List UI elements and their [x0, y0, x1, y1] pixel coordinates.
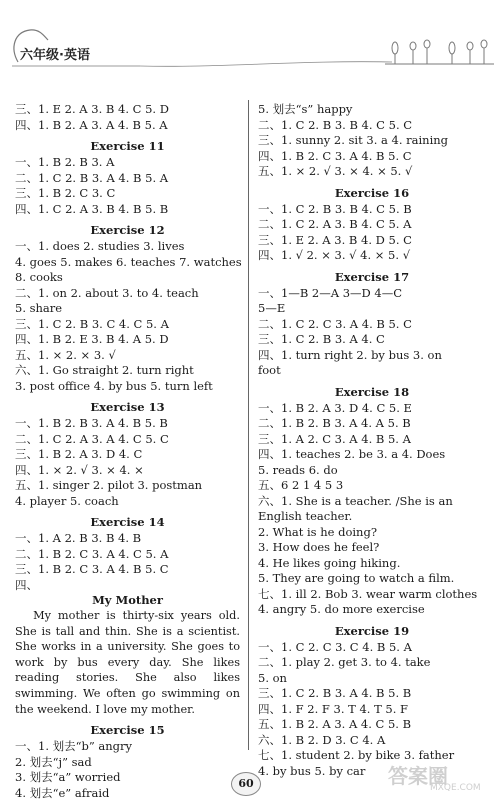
- answer-line: 三、1. E 2. A 3. B 4. D 5. C: [258, 232, 412, 247]
- exercise-heading: Exercise 18: [334, 384, 410, 399]
- answer-line: 一、1. B 2. B 3. A: [15, 155, 115, 169]
- exercise-heading: Exercise 17: [334, 269, 410, 284]
- answer-line: 四、1. √ 2. × 3. √ 4. × 5. √: [258, 248, 411, 262]
- answer-line: 二、1. on 2. about 3. to 4. teach: [15, 285, 199, 300]
- answer-line: 4. player 5. coach: [15, 493, 119, 508]
- answer-line: 5. on: [258, 670, 287, 685]
- answer-line: 三、1. C 2. B 3. C 4. C 5. A: [15, 316, 169, 331]
- column-divider: [248, 100, 249, 750]
- watermark-url: MXQE.COM: [430, 783, 481, 793]
- answer-line: 3. post office 4. by bus 5. turn left: [15, 378, 213, 393]
- answer-line: 四、1. teaches 2. be 3. a 4. Does: [258, 447, 446, 461]
- answer-line: 四、1. B 2. A 3. A 4. B 5. A: [15, 117, 168, 132]
- answer-line: 2. 划去“j” sad: [15, 754, 92, 769]
- answer-line: 四、1. C 2. A 3. B 4. B 5. B: [15, 201, 169, 216]
- answer-line: 二、1. C 2. C 3. A 4. B 5. C: [258, 316, 412, 331]
- page-header: [0, 0, 498, 80]
- answer-line: 五、1. B 2. A 3. A 4. C 5. B: [258, 717, 412, 731]
- answer-line: 五、1. × 2. × 3. √: [15, 347, 116, 362]
- exercise-heading: Exercise 11: [90, 139, 165, 153]
- answer-line: 六、1. She is a teacher. /She is an: [258, 493, 453, 508]
- answer-line: 4. He likes going hiking.: [258, 555, 401, 570]
- exercise-heading: Exercise 16: [334, 185, 410, 200]
- answer-line: 3. How does he feel?: [258, 540, 380, 554]
- answer-line: 一、1. does 2. studies 3. lives: [15, 239, 185, 253]
- answer-line: 七、1. student 2. by bike 3. father: [258, 748, 455, 762]
- answer-line: 三、1. B 2. C 3. C: [15, 186, 116, 200]
- answer-line: 二、1. B 2. C 3. A 4. C 5. A: [15, 546, 169, 561]
- exercise-heading: Exercise 14: [90, 515, 165, 529]
- answer-line: 六、1. Go straight 2. turn right: [15, 363, 194, 377]
- answer-line: 一、1. B 2. B 3. A 4. B 5. B: [15, 416, 168, 430]
- header-title: 六年级·英语: [20, 48, 90, 63]
- passage-title: My Mother: [92, 593, 163, 607]
- answer-line: 5. reads 6. do: [258, 462, 338, 477]
- answer-line: 二、1. play 2. get 3. to 4. take: [258, 655, 431, 669]
- answer-line: 四、1. B 2. E 3. B 4. A 5. D: [15, 332, 169, 346]
- answer-line: 4. goes 5. makes 6. teaches 7. watches: [15, 254, 242, 269]
- answer-line: 五、1. singer 2. pilot 3. postman: [15, 478, 203, 492]
- exercise-heading: Exercise 19: [334, 623, 410, 638]
- right-column: [258, 102, 486, 779]
- answer-line: 四、1. turn right 2. by bus 3. on: [258, 347, 442, 362]
- answer-line: 4. 划去“e” afraid: [15, 785, 110, 800]
- answer-line: 三、1. B 2. C 3. A 4. B 5. C: [15, 562, 169, 576]
- answer-line: 一、1—B 2—A 3—D 4—C: [258, 285, 403, 300]
- answer-line: 4. angry 5. do more exercise: [258, 602, 425, 616]
- answer-line: 一、1. A 2. B 3. B 4. B: [15, 531, 142, 545]
- answer-line: 一、1. B 2. A 3. D 4. C 5. E: [258, 400, 412, 415]
- answer-line: 4. by bus 5. by car: [258, 763, 366, 778]
- answer-line: 三、1. sunny 2. sit 3. a 4. raining: [258, 133, 449, 147]
- answer-line: 三、1. A 2. C 3. A 4. B 5. A: [258, 431, 411, 446]
- answer-line: 六、1. B 2. D 3. C 4. A: [258, 732, 386, 747]
- answer-line: 5. They are going to watch a film.: [258, 571, 455, 585]
- header-decoration-icon: [0, 0, 498, 80]
- answer-line: foot: [258, 363, 281, 377]
- answer-line: 二、1. C 2. B 3. A 4. B 5. A: [15, 170, 169, 185]
- answer-line: 三、1. B 2. A 3. D 4. C: [15, 447, 143, 461]
- answer-line: 三、1. E 2. A 3. B 4. C 5. D: [15, 102, 169, 116]
- exercise-heading: Exercise 15: [90, 723, 165, 738]
- answer-line: 五、6 2 1 4 5 3: [258, 478, 344, 492]
- answer-line: 七、1. ill 2. Bob 3. wear warm clothes: [258, 586, 478, 601]
- passage-paragraph: My mother is thirty-six years old. She is tall and thin. She is a scientist. She works in a university. She goes to work by bus every day. She likes reading stories. She also likes swimming. We often go swimming on the weekend. I love my mother.: [15, 609, 240, 716]
- answer-line: 5. 划去“s” happy: [258, 102, 353, 116]
- answer-line: 一、1. 划去“b” angry: [15, 739, 133, 754]
- answer-line: 四、1. × 2. √ 3. × 4. ×: [15, 462, 144, 477]
- exercise-heading: Exercise 13: [90, 400, 165, 414]
- answer-line: 二、1. C 2. A 3. B 4. C 5. A: [258, 217, 412, 231]
- answer-line: 四、: [15, 577, 38, 592]
- watermark-logo: 答案圈: [388, 764, 448, 788]
- answer-line: 三、1. C 2. B 3. A 4. B 5. B: [258, 686, 412, 700]
- answer-line: 一、1. C 2. B 3. B 4. C 5. B: [258, 201, 412, 216]
- left-column: [15, 102, 240, 801]
- answer-line: 2. What is he doing?: [258, 524, 377, 539]
- exercise-heading: Exercise 12: [90, 223, 165, 237]
- answer-line: 一、1. C 2. C 3. C 4. B 5. A: [258, 639, 412, 654]
- answer-line: 3. 划去“a” worried: [15, 770, 121, 785]
- answer-line: 五、1. × 2. √ 3. × 4. × 5. √: [258, 164, 413, 178]
- page-number: 60: [231, 772, 261, 796]
- answer-line: 8. cooks: [15, 270, 63, 284]
- answer-line: 四、1. F 2. F 3. T 4. T 5. F: [258, 701, 409, 716]
- answer-line: English teacher.: [258, 509, 353, 523]
- answer-line: 二、1. C 2. A 3. A 4. C 5. C: [15, 431, 169, 446]
- answer-line: 5—E: [258, 301, 286, 315]
- answer-line: 四、1. B 2. C 3. A 4. B 5. C: [258, 148, 412, 163]
- answer-line: 5. share: [15, 301, 63, 315]
- answer-line: 三、1. C 2. B 3. A 4. C: [258, 332, 385, 346]
- answer-line: 二、1. B 2. B 3. A 4. A 5. B: [258, 416, 411, 430]
- answer-line: 二、1. C 2. B 3. B 4. C 5. C: [258, 117, 413, 132]
